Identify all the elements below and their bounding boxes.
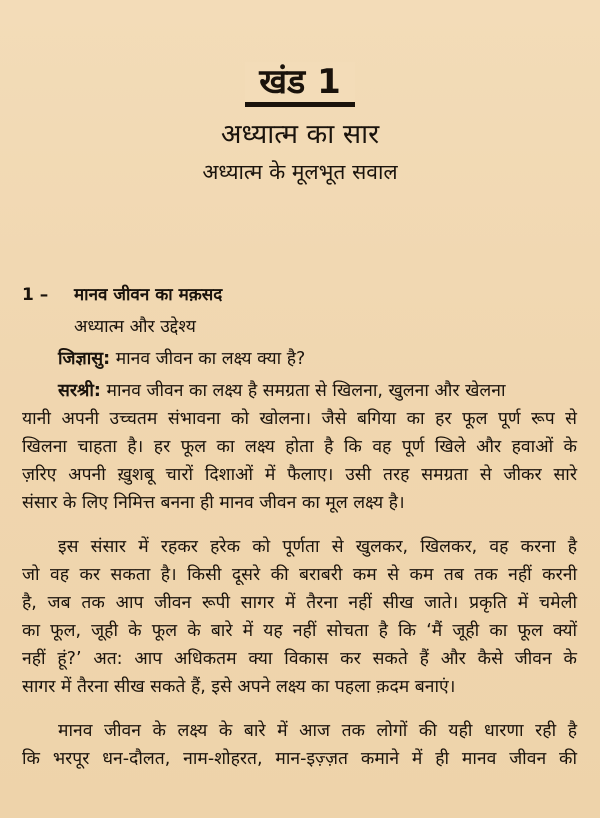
topic-title: मानव जीवन का मक़सद xyxy=(74,285,223,305)
question-speaker: जिज्ञासु: xyxy=(58,349,111,369)
answer-line-4: ज़रिए अपनी ख़ुशबू चारों दिशाओं में फैलाए। उसी तरह समग्रता से जीकर सारे xyxy=(22,465,577,485)
answer-line-1 xyxy=(58,377,577,405)
para2-line-3: है, जब तक आप जीवन रूपी सागर में तैरना नहीं सीख जाते। प्रकृति में चमेली xyxy=(22,593,577,613)
answer-line-5: संसार के लिए निमित्त बनना ही मानव जीवन का मूल लक्ष्य है। xyxy=(22,493,405,513)
answer-text-1: मानव जीवन का लक्ष्य है समग्रता से खिलना, खुलना और खेलना xyxy=(106,381,506,401)
para3-line-1: मानव जीवन के लक्ष्य के बारे में आज तक लोगों की यही धारणा रही है xyxy=(58,721,577,741)
chapter-subtitle: अध्यात्म के मूलभूत सवाल xyxy=(202,160,398,184)
para2-line-5: नहीं हूं?’ अत: आप अधिकतम क्या विकास कर सकते हैं और कैसे जीवन के xyxy=(22,649,577,669)
question-text: मानव जीवन का लक्ष्य क्या है? xyxy=(115,349,306,369)
answer-line-3: खिलना चाहता है। हर फूल का लक्ष्य होता है कि वह पूर्ण खिले और हवाओं के xyxy=(22,437,577,457)
para3-line-2: कि भरपूर धन-दौलत, नाम-शोहरत, मान-इज़्ज़त कमाने में ही मानव जीवन की xyxy=(22,749,577,769)
para2-line-1: इस संसार में रहकर हरेक को पूर्णता से खुलकर, खिलकर, वह करना है xyxy=(58,537,577,557)
topic-heading xyxy=(22,283,222,307)
khand-heading: खंड 1 xyxy=(245,62,355,107)
section-label xyxy=(0,62,600,107)
topic-number: 1 – xyxy=(22,285,49,305)
para2-line-4: का फूल, जूही के फूल के बारे में यह नहीं सोचता है कि ‘मैं जूही का फूल क्यों xyxy=(22,621,577,641)
answer-speaker: सरश्री: xyxy=(58,381,101,401)
topic-sublabel: अध्यात्म और उद्देश्य xyxy=(74,317,196,337)
para2-line-2: जो वह कर सकता है। किसी दूसरे की बराबरी कम से कम तब तक नहीं करनी xyxy=(22,565,577,585)
para2-line-6: सागर में तैरना सीख सकते हैं, इसे अपने लक्ष्य का पहला क़दम बनाएं। xyxy=(22,677,456,697)
chapter-title: अध्यात्म का सार xyxy=(220,119,380,150)
question-line xyxy=(58,345,600,373)
answer-line-2: यानी अपनी उच्चतम संभावना को खोलना। जैसे बगिया का हर फूल पूर्ण रूप से xyxy=(22,409,577,429)
